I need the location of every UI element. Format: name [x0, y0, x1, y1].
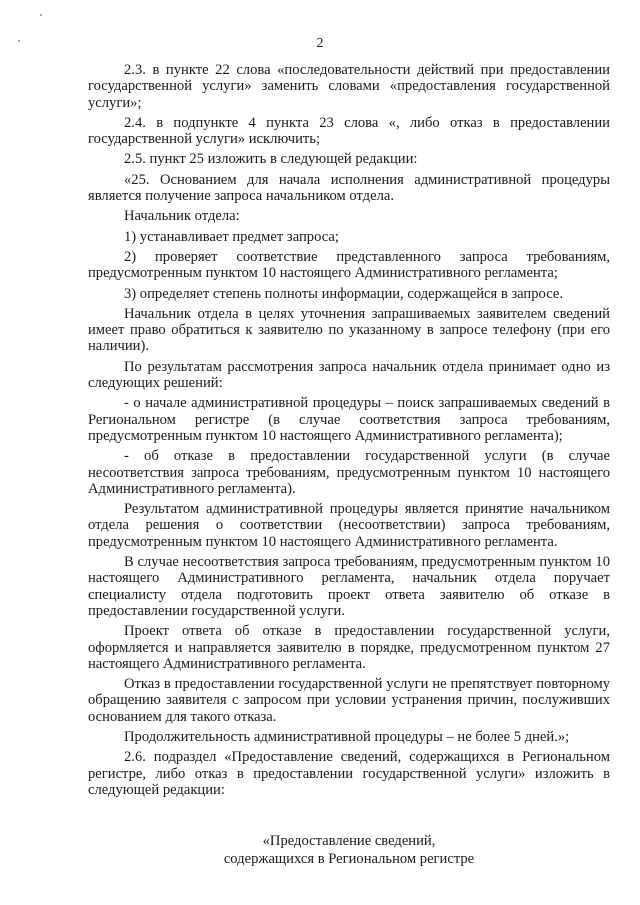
paragraph-mismatch: В случае несоответствия запроса требованиям, предусмотренным пунктом 10 настоящего Административного регламента, начальник отдела поручает специалисту отдела подготовить проект ответа заявителю об отказе в предоставлении государственной услуги.	[88, 554, 610, 619]
paragraph-decisions: По результатам рассмотрения запроса начальник отдела принимает одно из следующих решений:	[88, 358, 610, 392]
paragraph-2-6: 2.6. подраздел «Предоставление сведений, содержащихся в Региональном регистре, либо отказ в предоставлении государственной услуги» изложить в следующей редакции:	[88, 749, 610, 798]
paragraph-clarification: Начальник отдела в целях уточнения запрашиваемых заявителем сведений имеет право обратиться к заявителю по указанному в запросе телефону (при его наличии).	[88, 305, 610, 355]
section-heading-line-2: содержащихся в Региональном регистре	[223, 851, 475, 868]
paragraph-head-of-department: Начальник отдела:	[124, 208, 240, 225]
paragraph-2-5: 2.5. пункт 25 изложить в следующей редакции:	[124, 151, 418, 168]
paragraph-draft-response: Проект ответа об отказе в предоставлении государственной услуги, оформляется и направляется заявителю в порядке, предусмотренном пунктом 27 настоящего Административного регламента.	[88, 623, 610, 672]
paragraph-2-3: 2.3. в пункте 22 слова «последовательности действий при предоставлении государственной услуги» заменить словами «предоставления государственной услуги»;	[88, 62, 610, 111]
decision-item-refusal: - об отказе в предоставлении государственной услуги (в случае несоответствия запроса требованиям, предусмотренным пунктом 10 настоящего Административного регламента).	[88, 448, 610, 497]
list-item-3: 3) определяет степень полноты информации, содержащейся в запросе.	[124, 285, 563, 302]
paragraph-25: «25. Основанием для начала исполнения административной процедуры является получение запроса начальником отдела.	[88, 171, 610, 205]
page-number: 2	[316, 36, 324, 51]
paragraph-refusal-note: Отказ в предоставлении государственной услуги не препятствует повторному обращению заявителя с запросом при условии устранения причин, послуживших основанием для такого отказа.	[88, 676, 610, 725]
document-body	[88, 62, 610, 868]
paragraph-result: Результатом административной процедуры является принятие начальником отдела решения о соответствии (несоответствии) запроса требованиям, предусмотренным пунктом 10 настоящего Административного регламента.	[88, 501, 610, 550]
decision-item-start: - о начале административной процедуры – поиск запрашиваемых сведений в Региональном регистре (в случае соответствия запроса требованиям, предусмотренным пунктом 10 настоящего Административного регламента);	[88, 395, 610, 444]
section-heading-line-1: «Предоставление сведений,	[262, 833, 436, 850]
paragraph-2-4: 2.4. в подпункте 4 пункта 23 слова «, либо отказ в предоставлении государственной услуги» исключить;	[88, 114, 610, 148]
list-item-2: 2) проверяет соответствие представленного запроса требованиям, предусмотренным пунктом 10 настоящего Административного регламента;	[88, 248, 610, 282]
list-item-1: 1) устанавливает предмет запроса;	[124, 228, 339, 245]
paragraph-duration: Продолжительность административной процедуры – не более 5 дней.»;	[124, 728, 570, 745]
section-heading	[88, 832, 610, 868]
scan-speck	[40, 14, 42, 16]
